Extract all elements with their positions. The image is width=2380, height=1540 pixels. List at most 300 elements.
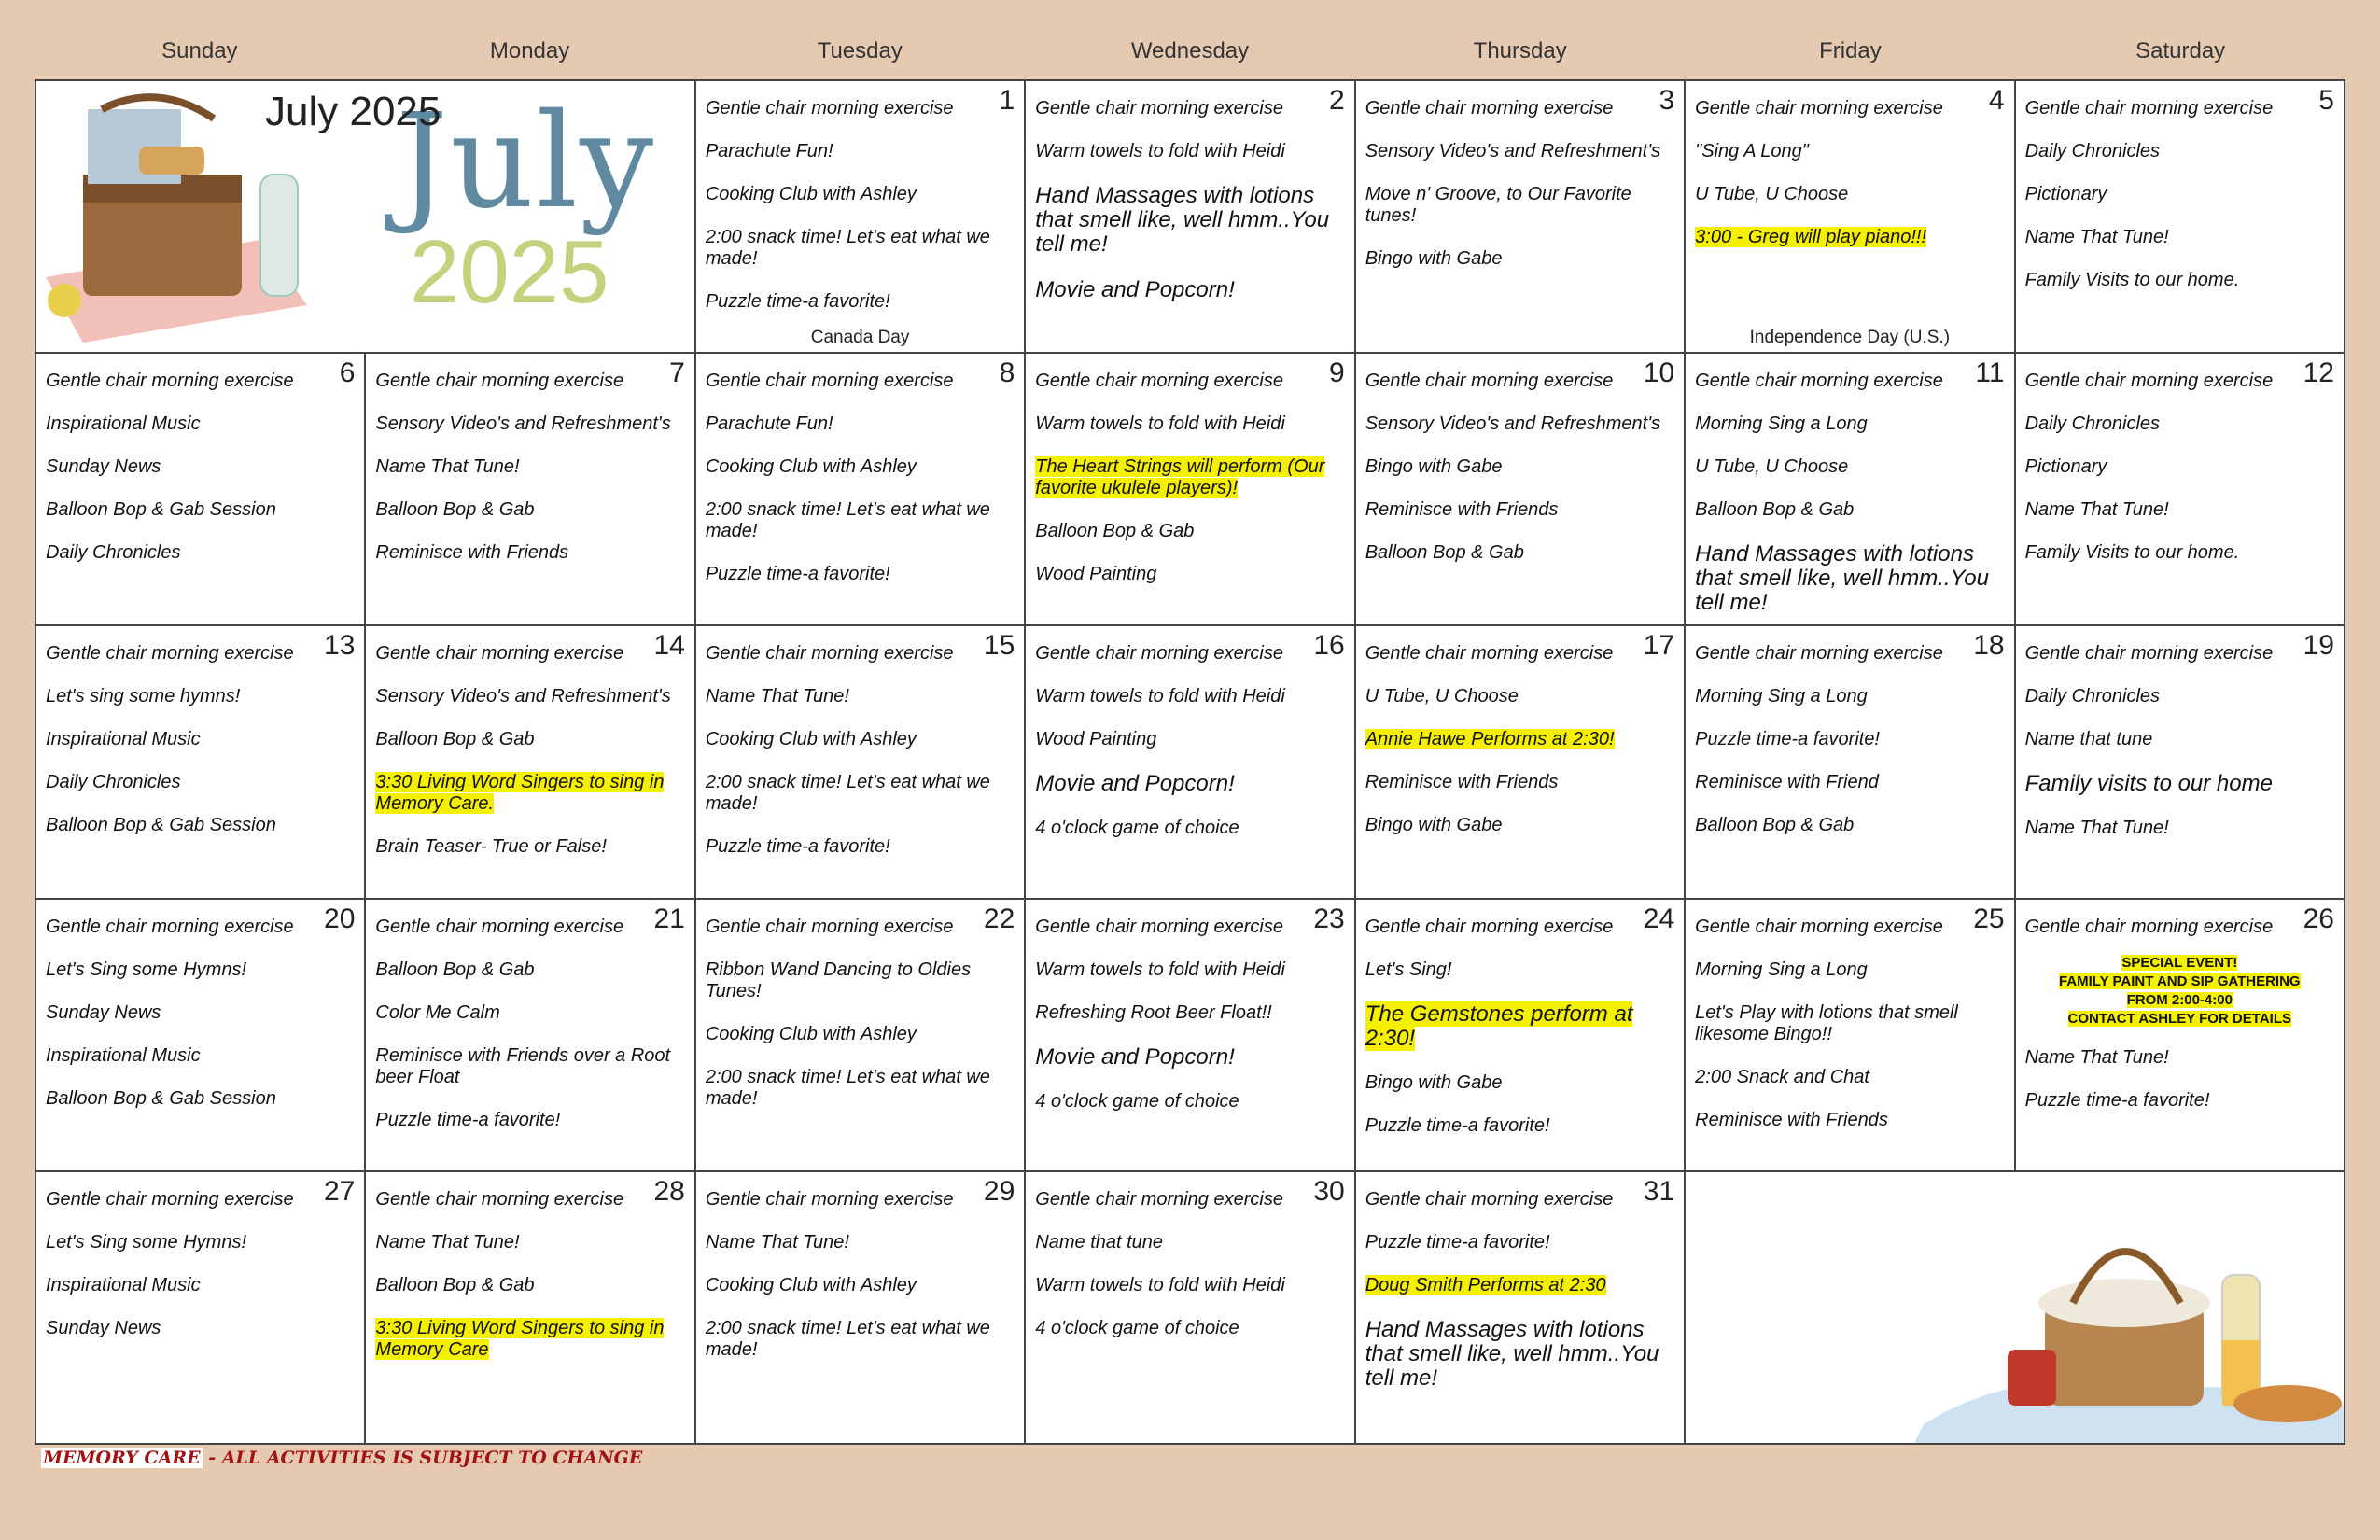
activity-list <box>706 1189 1015 1361</box>
activity-text: Daily Chronicles <box>46 542 181 564</box>
activity-text: Gentle chair morning exercise <box>1695 371 1943 392</box>
activity-item <box>375 1232 684 1253</box>
activity-list <box>1035 371 1344 585</box>
activity-item <box>46 643 355 665</box>
activity-text: Annie Hawe Performs at 2:30! <box>1365 729 1615 750</box>
activity-text: Family Visits to our home. <box>2024 270 2240 290</box>
activity-item <box>2025 371 2334 392</box>
activity-text: Warm towels to fold with Heidi <box>1035 1274 1285 1295</box>
activity-text: Name That Tune! <box>375 1231 520 1253</box>
activity-item <box>1695 643 2004 665</box>
activity-text: Let's Play with lotions that smell likesome Bingo!! <box>1695 1001 1958 1044</box>
activity-text: Pictionary <box>2024 184 2107 204</box>
activity-text: Wood Painting <box>1035 564 1157 585</box>
activity-item <box>1695 1002 2004 1045</box>
day-cell-10 <box>1356 354 1686 626</box>
activity-list <box>1365 98 1674 270</box>
activity-item <box>1695 456 2004 478</box>
activity-text: 2:00 snack time! Let's eat what we made! <box>705 1317 990 1360</box>
weekday-monday: Monday <box>489 38 570 63</box>
activity-item <box>1695 729 2004 750</box>
activity-text: 4 o'clock game of choice <box>1035 1317 1239 1338</box>
activity-item <box>2025 456 2334 478</box>
activity-item <box>1695 184 2004 205</box>
activity-item <box>1695 499 2004 521</box>
weekday-tuesday: Tuesday <box>817 38 903 63</box>
activity-text: 4 o'clock game of choice <box>1035 1090 1239 1112</box>
activity-item <box>706 564 1015 585</box>
activity-item <box>1035 1318 1344 1339</box>
activity-item <box>1035 1275 1344 1296</box>
activity-text: Puzzle time-a favorite! <box>1365 1231 1550 1253</box>
activity-item <box>46 371 355 392</box>
activity-list <box>1365 1189 1674 1391</box>
activity-item <box>375 1189 684 1211</box>
activity-item <box>2025 184 2334 205</box>
activity-text: Let's Sing some Hymns! <box>46 1231 247 1253</box>
day-number: 30 <box>1313 1175 1345 1207</box>
day-number: 1 <box>999 85 1015 116</box>
day-cell-7 <box>366 354 695 626</box>
activity-text: Inspirational Music <box>46 413 201 435</box>
activity-item <box>375 1275 684 1296</box>
activity-list <box>1365 643 1674 836</box>
day-cell-27 <box>36 1172 366 1445</box>
activity-item <box>375 836 684 858</box>
activity-item <box>1035 772 1344 796</box>
activity-text: 2:00 snack time! Let's eat what we made! <box>705 772 990 815</box>
activity-text: Move n' Groove, to Our Favorite tunes! <box>1365 184 1631 226</box>
day-number: 7 <box>669 357 685 389</box>
activity-item <box>1365 643 1674 665</box>
activity-item <box>706 1067 1015 1110</box>
special-event-line: SPECIAL EVENT! <box>2121 954 2238 971</box>
activity-item <box>1365 729 1674 750</box>
day-cell-23 <box>1026 900 1355 1172</box>
special-event-line: FROM 2:00-4:00 <box>2126 991 2233 1008</box>
day-cell-21 <box>366 900 695 1172</box>
activity-item <box>1365 413 1674 435</box>
activity-item <box>706 499 1015 542</box>
day-number: 2 <box>1329 85 1345 116</box>
activity-item <box>1035 1002 1344 1024</box>
activity-text: Morning Sing a Long <box>1695 959 1868 980</box>
activity-item <box>46 1002 355 1024</box>
activity-text: Balloon Bop & Gab Session <box>46 815 276 836</box>
activity-item <box>46 959 355 981</box>
activity-text: Gentle chair morning exercise <box>375 1188 624 1210</box>
activity-item <box>2025 1047 2334 1069</box>
activity-item <box>1365 456 1674 478</box>
activity-text: Family Visits to our home. <box>2024 542 2240 564</box>
activity-text: Let's Sing some Hymns! <box>46 959 247 980</box>
activity-item <box>375 1002 684 1024</box>
activity-item <box>46 1189 355 1211</box>
activity-text: Gentle chair morning exercise <box>1365 916 1614 937</box>
activity-text: Reminisce with Friends <box>1365 772 1559 793</box>
day-number: 13 <box>324 630 356 662</box>
activity-item <box>46 1045 355 1067</box>
activity-text: Daily Chronicles <box>2024 686 2161 707</box>
activity-text: Reminisce with Friend <box>1695 772 1879 793</box>
activity-text: Gentle chair morning exercise <box>1365 643 1614 665</box>
activity-text: Balloon Bop & Gab <box>375 499 535 521</box>
activity-text: Hand Massages with lotions that smell like, well hmm..You tell me! <box>1695 541 1989 616</box>
activity-text: Warm towels to fold with Heidi <box>1035 686 1285 707</box>
weekday-header <box>35 0 2345 79</box>
day-cell-1 <box>696 81 1026 354</box>
activity-text: 2:00 snack time! Let's eat what we made! <box>705 499 990 542</box>
activity-list <box>375 917 684 1131</box>
activity-text: Gentle chair morning exercise <box>1695 98 1943 119</box>
activity-item <box>375 772 684 815</box>
activity-text: Gentle chair morning exercise <box>375 916 624 937</box>
activity-item <box>1365 1115 1674 1137</box>
activity-item <box>1365 815 1674 836</box>
activity-list <box>2025 643 2334 839</box>
day-cell-20 <box>36 900 366 1172</box>
activity-text: Daily Chronicles <box>2024 413 2161 435</box>
activity-item <box>1695 413 2004 435</box>
activity-text: Let's sing some hymns! <box>46 686 241 707</box>
activity-item <box>1365 686 1674 707</box>
year-title-big: 2025 <box>410 222 609 322</box>
activity-text: Sensory Video's and Refreshment's <box>1365 413 1661 435</box>
activity-item <box>1695 98 2004 119</box>
activity-list <box>46 371 355 564</box>
activity-item <box>2025 141 2334 162</box>
activity-item <box>1695 141 2004 162</box>
activity-text: Name That Tune! <box>2024 227 2169 247</box>
day-number: 8 <box>999 357 1015 389</box>
activity-text: 4 o'clock game of choice <box>1035 818 1239 839</box>
activity-item <box>375 456 684 478</box>
activity-text: Balloon Bop & Gab <box>1695 499 1855 521</box>
activity-text: Gentle chair morning exercise <box>1695 643 1943 665</box>
day-number: 19 <box>2303 630 2334 662</box>
activity-text: The Heart Strings will perform (Our favorite ukulele players)! <box>1035 456 1325 499</box>
activity-item <box>2025 499 2334 521</box>
activity-text: U Tube, U Choose <box>1365 686 1519 707</box>
activity-item <box>706 413 1015 435</box>
day-number: 3 <box>1659 85 1675 116</box>
activity-item <box>1035 1189 1344 1211</box>
activity-item <box>1035 643 1344 665</box>
day-number: 31 <box>1643 1175 1675 1207</box>
activity-item <box>2025 818 2334 839</box>
activity-text: Sensory Video's and Refreshment's <box>375 686 671 707</box>
activity-item <box>1035 371 1344 392</box>
activity-text: Gentle chair morning exercise <box>2024 643 2274 665</box>
activity-text: Gentle chair morning exercise <box>705 371 954 392</box>
activity-text: Cooking Club with Ashley <box>705 729 917 750</box>
activity-item <box>1365 917 1674 938</box>
activity-item <box>706 98 1015 119</box>
activity-item <box>1365 1002 1674 1051</box>
weekday-saturday: Saturday <box>2135 38 2226 63</box>
activity-text: Balloon Bop & Gab <box>375 729 535 750</box>
activity-item <box>1695 917 2004 938</box>
activity-item <box>2025 917 2334 938</box>
activity-item <box>1365 184 1674 227</box>
activity-item <box>2025 227 2334 248</box>
activity-item <box>706 643 1015 665</box>
activity-text: Name That Tune! <box>2024 1046 2169 1068</box>
day-cell-13 <box>36 626 366 899</box>
activity-text: Gentle chair morning exercise <box>375 371 624 392</box>
activity-text: Balloon Bop & Gab <box>375 1274 535 1295</box>
weekday-wednesday: Wednesday <box>1130 38 1250 63</box>
activity-text: Gentle chair morning exercise <box>2024 98 2274 119</box>
activity-item <box>1035 98 1344 119</box>
activity-item <box>46 729 355 750</box>
day-cell-3 <box>1356 81 1686 354</box>
activity-text: Hand Massages with lotions that smell like, well hmm..You tell me! <box>1365 1316 1659 1391</box>
activity-text: 3:30 Living Word Singers to sing in Memory Care <box>375 1317 665 1360</box>
activity-item <box>1695 815 2004 836</box>
activity-item <box>375 413 684 435</box>
activity-item <box>1365 98 1674 119</box>
activity-text: Gentle chair morning exercise <box>705 643 954 665</box>
activity-item <box>375 686 684 707</box>
activity-text: Gentle chair morning exercise <box>1365 371 1614 392</box>
activity-text: Gentle chair morning exercise <box>1695 916 1943 937</box>
activity-text: Warm towels to fold with Heidi <box>1035 959 1285 980</box>
activity-text: Movie and Popcorn! <box>1035 771 1235 797</box>
day-cell-31 <box>1356 1172 1686 1445</box>
activity-text: Name that tune <box>1035 1231 1164 1253</box>
activity-list <box>1365 917 1674 1137</box>
month-title-big: July <box>396 86 656 238</box>
activity-text: Gentle chair morning exercise <box>1035 371 1283 392</box>
day-number: 25 <box>1973 903 2005 934</box>
activity-item <box>706 772 1015 815</box>
activity-item <box>46 686 355 707</box>
activity-text: 2:00 snack time! Let's eat what we made! <box>705 227 990 269</box>
activity-text: Name That Tune! <box>2024 818 2169 839</box>
activity-list <box>2025 371 2334 564</box>
activity-item <box>1035 278 1344 302</box>
activity-item <box>1365 141 1674 162</box>
activity-text: Warm towels to fold with Heidi <box>1035 413 1285 435</box>
activity-list <box>46 917 355 1110</box>
activity-list <box>1365 371 1674 564</box>
activity-item <box>1035 521 1344 542</box>
weekday-sunday: Sunday <box>161 38 238 63</box>
activity-item <box>46 499 355 521</box>
activity-text: Bingo with Gabe <box>1365 1071 1503 1093</box>
activity-text: Puzzle time-a favorite! <box>705 836 890 858</box>
day-number: 23 <box>1313 903 1345 934</box>
activity-item <box>46 1232 355 1253</box>
activity-text: Reminisce with Friends over a Root beer Float <box>375 1044 671 1087</box>
activity-text: Doug Smith Performs at 2:30 <box>1365 1274 1606 1295</box>
day-cell-16 <box>1026 626 1355 899</box>
activity-item <box>706 917 1015 938</box>
activity-item <box>1035 1091 1344 1113</box>
activity-text: Balloon Bop & Gab <box>1695 815 1855 836</box>
activity-text: Ribbon Wand Dancing to Oldies Tunes! <box>705 959 972 1001</box>
activity-item <box>1035 959 1344 981</box>
day-number: 17 <box>1643 630 1675 662</box>
activity-item <box>1035 818 1344 839</box>
activity-list <box>1035 1189 1344 1339</box>
activity-item <box>2025 270 2334 291</box>
activity-item <box>46 1088 355 1110</box>
activity-item <box>1365 1318 1674 1391</box>
activity-item <box>2025 729 2334 750</box>
activity-item <box>1365 499 1674 521</box>
day-number: 20 <box>324 903 356 934</box>
activity-item <box>1695 772 2004 793</box>
activity-list <box>1695 98 2004 248</box>
activity-list <box>706 643 1015 858</box>
picnic-basket-pie-illustration <box>1914 1200 2344 1443</box>
activity-list <box>1695 917 2004 1131</box>
activity-list <box>706 98 1015 313</box>
activity-text: Inspirational Music <box>46 1274 201 1295</box>
activity-text: Gentle chair morning exercise <box>705 916 954 937</box>
activity-text: Inspirational Music <box>46 1044 201 1066</box>
activity-text: Morning Sing a Long <box>1695 413 1868 435</box>
activity-item <box>706 1024 1015 1045</box>
activity-text: Parachute Fun! <box>705 413 833 435</box>
activity-item <box>1365 1275 1674 1296</box>
activity-list <box>46 1189 355 1339</box>
activity-item <box>706 1189 1015 1211</box>
activity-list <box>2025 917 2334 1112</box>
activity-text: Cooking Club with Ashley <box>705 456 917 478</box>
activity-text: Balloon Bop & Gab <box>1365 542 1524 564</box>
activity-text: Puzzle time-a favorite! <box>705 291 890 312</box>
activity-text: Parachute Fun! <box>705 141 833 161</box>
day-number: 28 <box>653 1175 685 1207</box>
activity-item <box>706 686 1015 707</box>
activity-text: Reminisce with Friends <box>375 542 569 564</box>
activity-item <box>1365 371 1674 392</box>
activity-text: Gentle chair morning exercise <box>1365 98 1614 119</box>
activity-text: Cooking Club with Ashley <box>705 1274 917 1295</box>
activity-list <box>375 643 684 858</box>
activity-text: Inspirational Music <box>46 729 201 750</box>
activity-text: Gentle chair morning exercise <box>2024 371 2274 392</box>
activity-item <box>1695 542 2004 615</box>
activity-list <box>706 371 1015 585</box>
activity-text: Puzzle time-a favorite! <box>1365 1114 1550 1136</box>
activity-text: Puzzle time-a favorite! <box>2024 1089 2210 1111</box>
activity-text: Gentle chair morning exercise <box>1035 643 1283 665</box>
activity-text: Name That Tune! <box>375 456 520 478</box>
activity-text: Sunday News <box>46 456 161 478</box>
activity-item <box>1035 1045 1344 1070</box>
picnic-illustration-cell <box>1686 1172 2345 1445</box>
calendar-grid <box>35 79 2345 1445</box>
activity-item <box>2025 1090 2334 1112</box>
activity-item <box>1365 772 1674 793</box>
activity-text: The Gemstones perform at 2:30! <box>1365 1001 1633 1051</box>
day-number: 10 <box>1643 357 1675 389</box>
activity-list <box>706 917 1015 1110</box>
day-number: 16 <box>1313 630 1345 662</box>
activity-text: Balloon Bop & Gab <box>375 959 535 980</box>
activity-text: Family visits to our home <box>2024 771 2273 797</box>
activity-text: Let's Sing! <box>1365 959 1452 980</box>
activity-text: Bingo with Gabe <box>1365 456 1503 478</box>
activity-item <box>706 371 1015 392</box>
day-number: 15 <box>983 630 1015 662</box>
activity-item <box>1365 959 1674 981</box>
activity-text: 3:30 Living Word Singers to sing in Memory Care. <box>375 772 665 815</box>
activity-item <box>46 1318 355 1339</box>
activity-text: Balloon Bop & Gab Session <box>46 499 276 521</box>
activity-item <box>1035 729 1344 750</box>
month-header <box>36 81 696 354</box>
activity-text: Cooking Club with Ashley <box>705 1023 917 1044</box>
activity-text: Warm towels to fold with Heidi <box>1035 141 1285 161</box>
activity-text: Refreshing Root Beer Float!! <box>1035 1001 1272 1023</box>
holiday-label: Independence Day (U.S.) <box>1749 328 1951 348</box>
day-cell-4 <box>1686 81 2015 354</box>
activity-item <box>706 456 1015 478</box>
activity-text: Puzzle time-a favorite! <box>705 564 890 585</box>
activity-text: Sensory Video's and Refreshment's <box>1365 141 1661 161</box>
activity-text: Gentle chair morning exercise <box>1035 1188 1283 1210</box>
activity-text: Bingo with Gabe <box>1365 815 1503 836</box>
activity-list <box>375 1189 684 1361</box>
activity-text: Sunday News <box>46 1001 161 1023</box>
activity-text: U Tube, U Choose <box>1695 456 1849 478</box>
activity-item <box>1035 456 1344 499</box>
activity-item <box>1035 564 1344 585</box>
activity-text: Gentle chair morning exercise <box>1035 916 1283 937</box>
activity-list <box>46 643 355 836</box>
activity-item <box>706 227 1015 270</box>
activity-item <box>2025 772 2334 796</box>
activity-item <box>375 1110 684 1131</box>
activity-item <box>2025 542 2334 564</box>
activity-item <box>706 1232 1015 1253</box>
holiday-label: Canada Day <box>810 328 910 348</box>
activity-item <box>1695 227 2004 248</box>
activity-item <box>1695 686 2004 707</box>
activity-text: Reminisce with Friends <box>1365 499 1559 521</box>
day-cell-30 <box>1026 1172 1355 1445</box>
activity-item <box>46 456 355 478</box>
day-cell-6 <box>36 354 366 626</box>
day-cell-29 <box>696 1172 1026 1445</box>
activity-item <box>1035 413 1344 435</box>
activity-item <box>375 1318 684 1361</box>
activity-text: Balloon Bop & Gab Session <box>46 1087 276 1109</box>
activity-item <box>46 917 355 938</box>
activity-item <box>375 643 684 665</box>
activity-item <box>706 291 1015 313</box>
activity-item <box>375 371 684 392</box>
activity-text: Name That Tune! <box>2024 499 2169 521</box>
activity-text: Gentle chair morning exercise <box>705 98 954 119</box>
day-cell-24 <box>1356 900 1686 1172</box>
day-number: 24 <box>1643 903 1675 934</box>
day-number: 18 <box>1973 630 2005 662</box>
activity-list <box>1035 917 1344 1113</box>
day-number: 21 <box>653 903 685 934</box>
activity-item <box>706 1318 1015 1361</box>
day-number: 27 <box>324 1175 356 1207</box>
activity-item <box>2025 686 2334 707</box>
day-cell-22 <box>696 900 1026 1172</box>
weekday-thursday: Thursday <box>1473 38 1567 63</box>
activity-item <box>1035 1232 1344 1253</box>
